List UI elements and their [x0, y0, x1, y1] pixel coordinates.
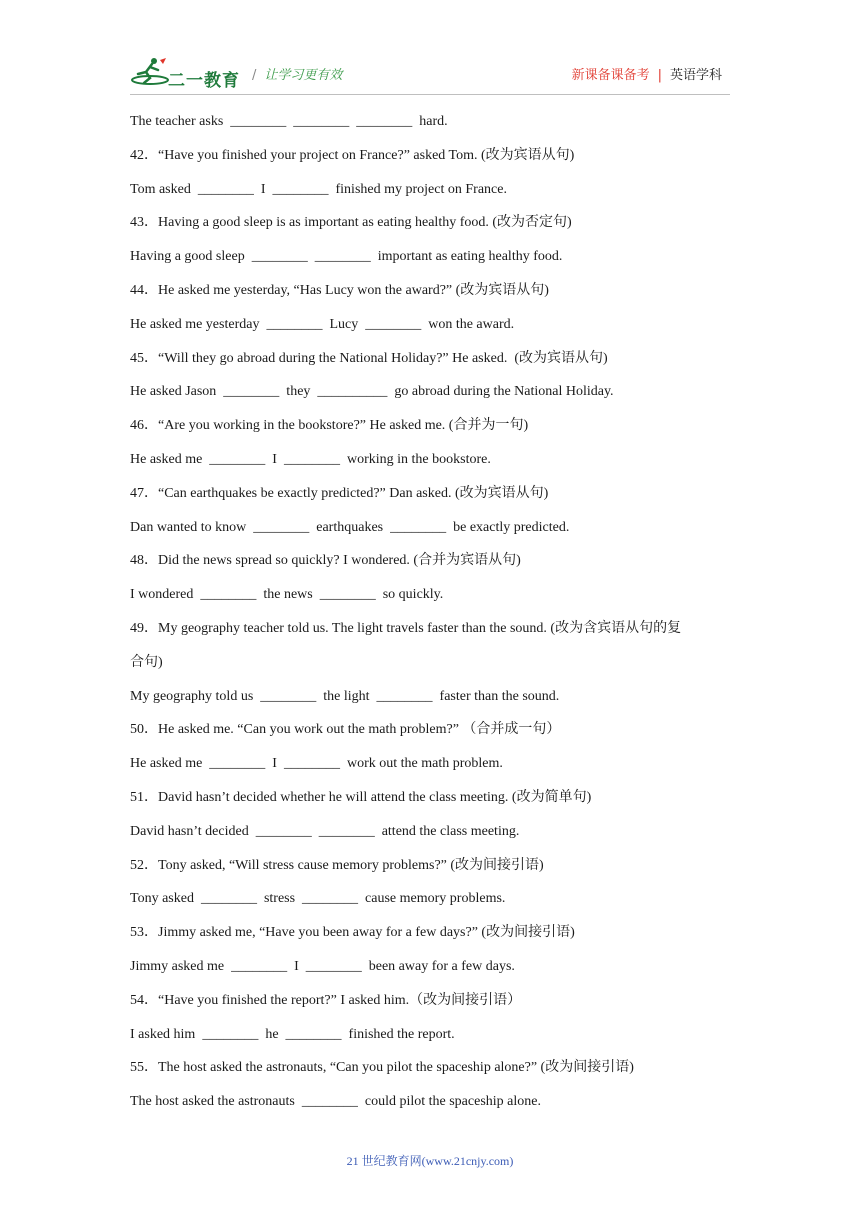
question-line: 47．“Can earthquakes be exactly predicted?” Dan asked. (改为宾语从句) [130, 485, 549, 501]
question-line: 55．The host asked the astronauts, “Can you pilot the spaceship alone?” (改为间接引语) [130, 1060, 634, 1076]
prep-label: 新课备课备考 [571, 68, 650, 83]
exercise-line: Having a good sleep ________ ________ important as eating healthy food. [130, 249, 563, 265]
exercise-line: He asked Jason ________ they __________ go abroad during the National Holiday. [130, 384, 614, 400]
exercise-line: The host asked the astronauts ________ could pilot the spaceship alone. [130, 1094, 541, 1110]
header-separator: | [657, 68, 662, 83]
logo-text: 二一教育 [168, 71, 240, 91]
exercise-line: David hasn’t decided ________ ________ attend the class meeting. [130, 823, 520, 839]
exercise-line: I asked him ________ he ________ finished the report. [130, 1026, 455, 1042]
question-line: 48．Did the news spread so quickly? I wondered. (合并为宾语从句) [130, 553, 521, 569]
question-line: 45．“Will they go abroad during the National Holiday?” He asked. (改为宾语从句) [130, 350, 608, 366]
slogan [252, 64, 342, 83]
runner-logo-icon [130, 56, 170, 86]
question-line: 44．He asked me yesterday, “Has Lucy won the award?” (改为宾语从句) [130, 282, 549, 298]
question-line: 46．“Are you working in the bookstore?” He asked me. (合并为一句) [130, 418, 529, 434]
question-line: 49．My geography teacher told us. The light travels faster than the sound. (改为含宾语从句的复 [130, 620, 682, 636]
exercise-line: The teacher asks ________ ________ ________ hard. [130, 114, 448, 129]
exercise-line: He asked me ________ I ________ work out the math problem. [130, 756, 503, 772]
subject-label: 英语学科 [669, 68, 722, 83]
question-line: 54．“Have you finished the report?” I asked him.（改为间接引语） [130, 992, 522, 1008]
question-line: 52．Tony asked, “Will stress cause memory problems?” (改为间接引语) [130, 857, 544, 873]
exercise-content [130, 105, 730, 1119]
question-line: 53．Jimmy asked me, “Have you been away for a few days?” (改为间接引语) [130, 925, 575, 941]
exercise-line: I wondered ________ the news ________ so quickly. [130, 587, 444, 603]
question-line: 43．Having a good sleep is as important as eating healthy food. (改为否定句) [130, 215, 572, 231]
slogan-slash: / [252, 68, 257, 83]
exercise-line: Jimmy asked me ________ I ________ been away for a few days. [130, 958, 515, 974]
slogan-text: 让学习更有效 [264, 68, 343, 83]
page-footer: 21 世纪教育网(www.21cnjy.com) [346, 1154, 514, 1168]
question-line-continued: 合句) [130, 654, 163, 670]
exercise-line: Dan wanted to know ________ earthquakes ________ be exactly predicted. [130, 519, 570, 535]
exercise-line: He asked me ________ I ________ working in the bookstore. [130, 451, 491, 467]
question-line: 42．“Have you finished your project on France?” asked Tom. (改为宾语从句) [130, 147, 575, 163]
header-tags [572, 64, 722, 83]
logo [130, 56, 242, 91]
question-line: 51．David hasn’t decided whether he will attend the class meeting. (改为简单句) [130, 789, 592, 805]
exercise-line: My geography told us ________ the light ________ faster than the sound. [130, 688, 560, 704]
exercise-line: Tom asked ________ I ________ finished my project on France. [130, 181, 507, 197]
exercise-line: He asked me yesterday ________ Lucy ________ won the award. [130, 316, 515, 332]
page-header [130, 52, 730, 95]
exercise-line: Tony asked ________ stress ________ cause memory problems. [130, 891, 506, 907]
question-line: 50．He asked me. “Can you work out the math problem?” （合并成一句） [130, 722, 561, 738]
